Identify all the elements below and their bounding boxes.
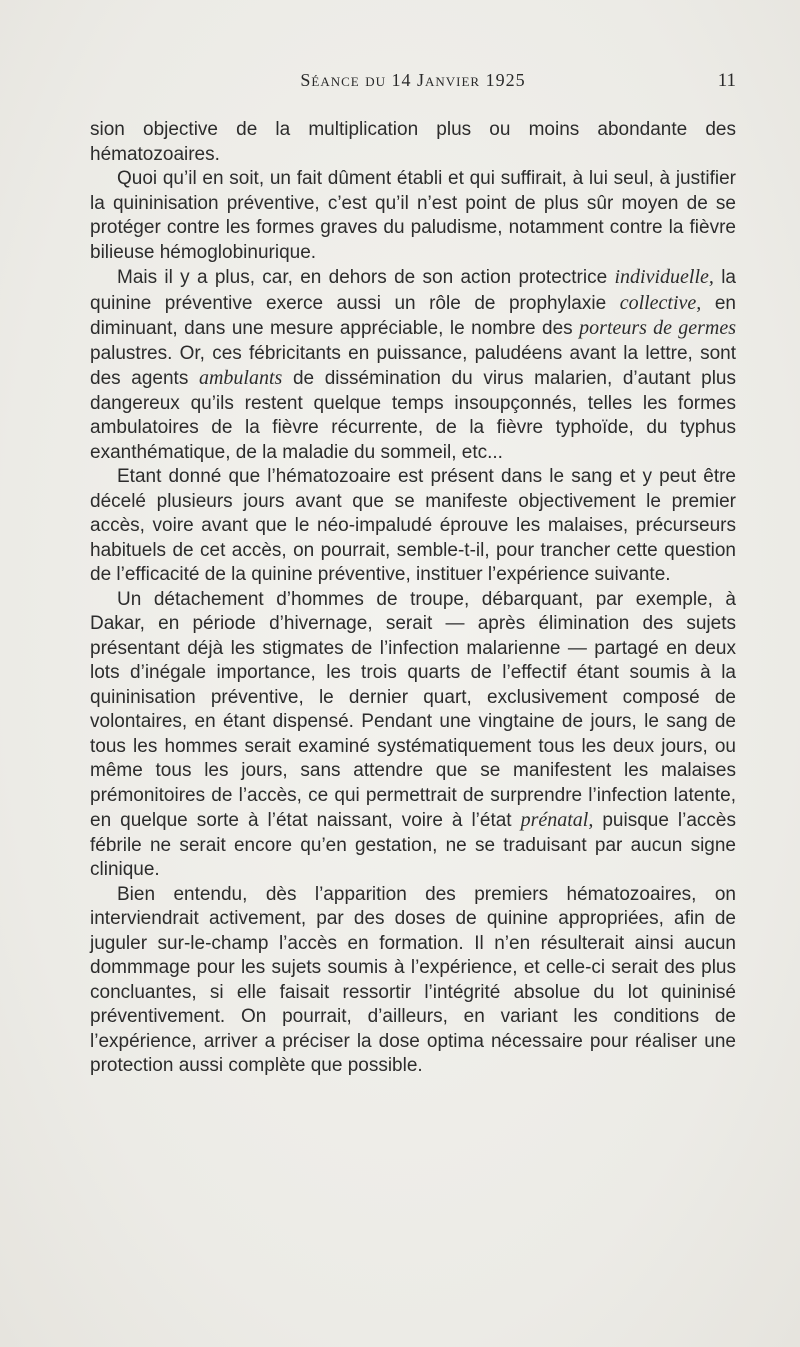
text-run: Quoi qu’il en soit, un fait dûment établi et qui suffirait, à lui seul, à justifier la quininisation préventive, c’est qu’il n’est point de plus sûr moyen de se protéger contre les formes graves du paludisme, notamment contre la fièvre bilieuse hémoglobinurique. [90,168,736,263]
text-run: palustres. Or, ces fébricitants en puissance, paludéens avant la lettre, sont des agents [90,342,736,389]
page-number: 11 [717,70,736,91]
running-head [90,70,736,100]
paragraph [90,588,736,883]
text-run: Un détachement d’hommes de troupe, débarquant, par exemple, à Dakar, en période d’hivernage, serait — après élimination des sujets présentant déjà les stigmates de l’infection malarienne — partagé en deux lots d’inégale importance, les trois quarts de l’effectif étant soumis à la quininisation préventive, le dernier quart, exclusivement composé de volontaires, en étant dispensé. Pendant une vingtaine de jours, le sang de tous les hommes serait examiné systématiquement tous les deux jours, ou même tous les jours, sans attendre que se manifestent les malaises prémonitoires de l’accès, ce qui permettrait de surprendre l’infection latente, en quelque sorte à l’état naissant, voire à l’état [90,588,736,831]
text-run: sion objective de la multiplication plus ou moins abondante des hématozoaires. [90,119,736,165]
paragraph [90,883,736,1079]
paragraph [90,167,736,265]
italic-text: collective, [619,291,702,314]
body-text [90,118,736,1079]
text-run: en diminuant, dans une mesure appréciable, le nombre des [90,292,736,339]
running-title: Séance du 14 Janvier 1925 [300,70,526,90]
italic-text: ambulants [198,367,283,389]
text-run: de dissémination du virus malarien, d’autant plus dangereux qu’ils restent quelque temps insoupçonnés, telles les formes ambulatoires de la fièvre récurrente, de la fièvre typhoïde, du typhus exanthématique, de la maladie du sommeil, etc... [90,368,736,463]
text-run: Mais il y a plus, car, en dehors de son action protectrice [117,267,615,288]
text-run: Bien entendu, dès l’apparition des premiers hématozoaires, on interviendrait activement, par des doses de quinine appropriées, afin de juguler sur-le-champ l’accès en formation. Il n’en résulterait ainsi aucun dommmage pour les sujets soumis à l’expérience, et celle-ci serait des plus concluantes, si elle faisait ressortir l’intégrité absolue du lot quininisé préventivement. On pourrait, d’ailleurs, en variant les conditions de l’expérience, arriver a préciser la dose optima nécessaire pour réaliser une protection aussi complète que possible. [90,883,736,1076]
paragraph [90,465,736,588]
italic-text: porteurs de germes [579,317,736,339]
italic-text: individuelle, [614,266,714,288]
italic-text: prénatal, [520,809,594,831]
paragraph [90,118,736,167]
text-run: Etant donné que l’hématozoaire est présent dans le sang et y peut être décelé plusieurs jours avant que se manifeste objectivement le premier accès, voire avant que le néo-impaludé éprouve les malaises, précurseurs habituels de cet accès, on pourrait, semble-t-il, pour trancher cette question de l’efficacité de la quinine préventive, instituer l’expérience suivante. [90,466,736,585]
paragraph [90,265,736,465]
text-run: puisque l’accès fébrile ne serait encore qu’en gestation, ne se traduisant par aucun signe clinique. [90,810,736,880]
text-run: la quinine préventive exerce aussi un rôle de prophylaxie [90,267,736,314]
